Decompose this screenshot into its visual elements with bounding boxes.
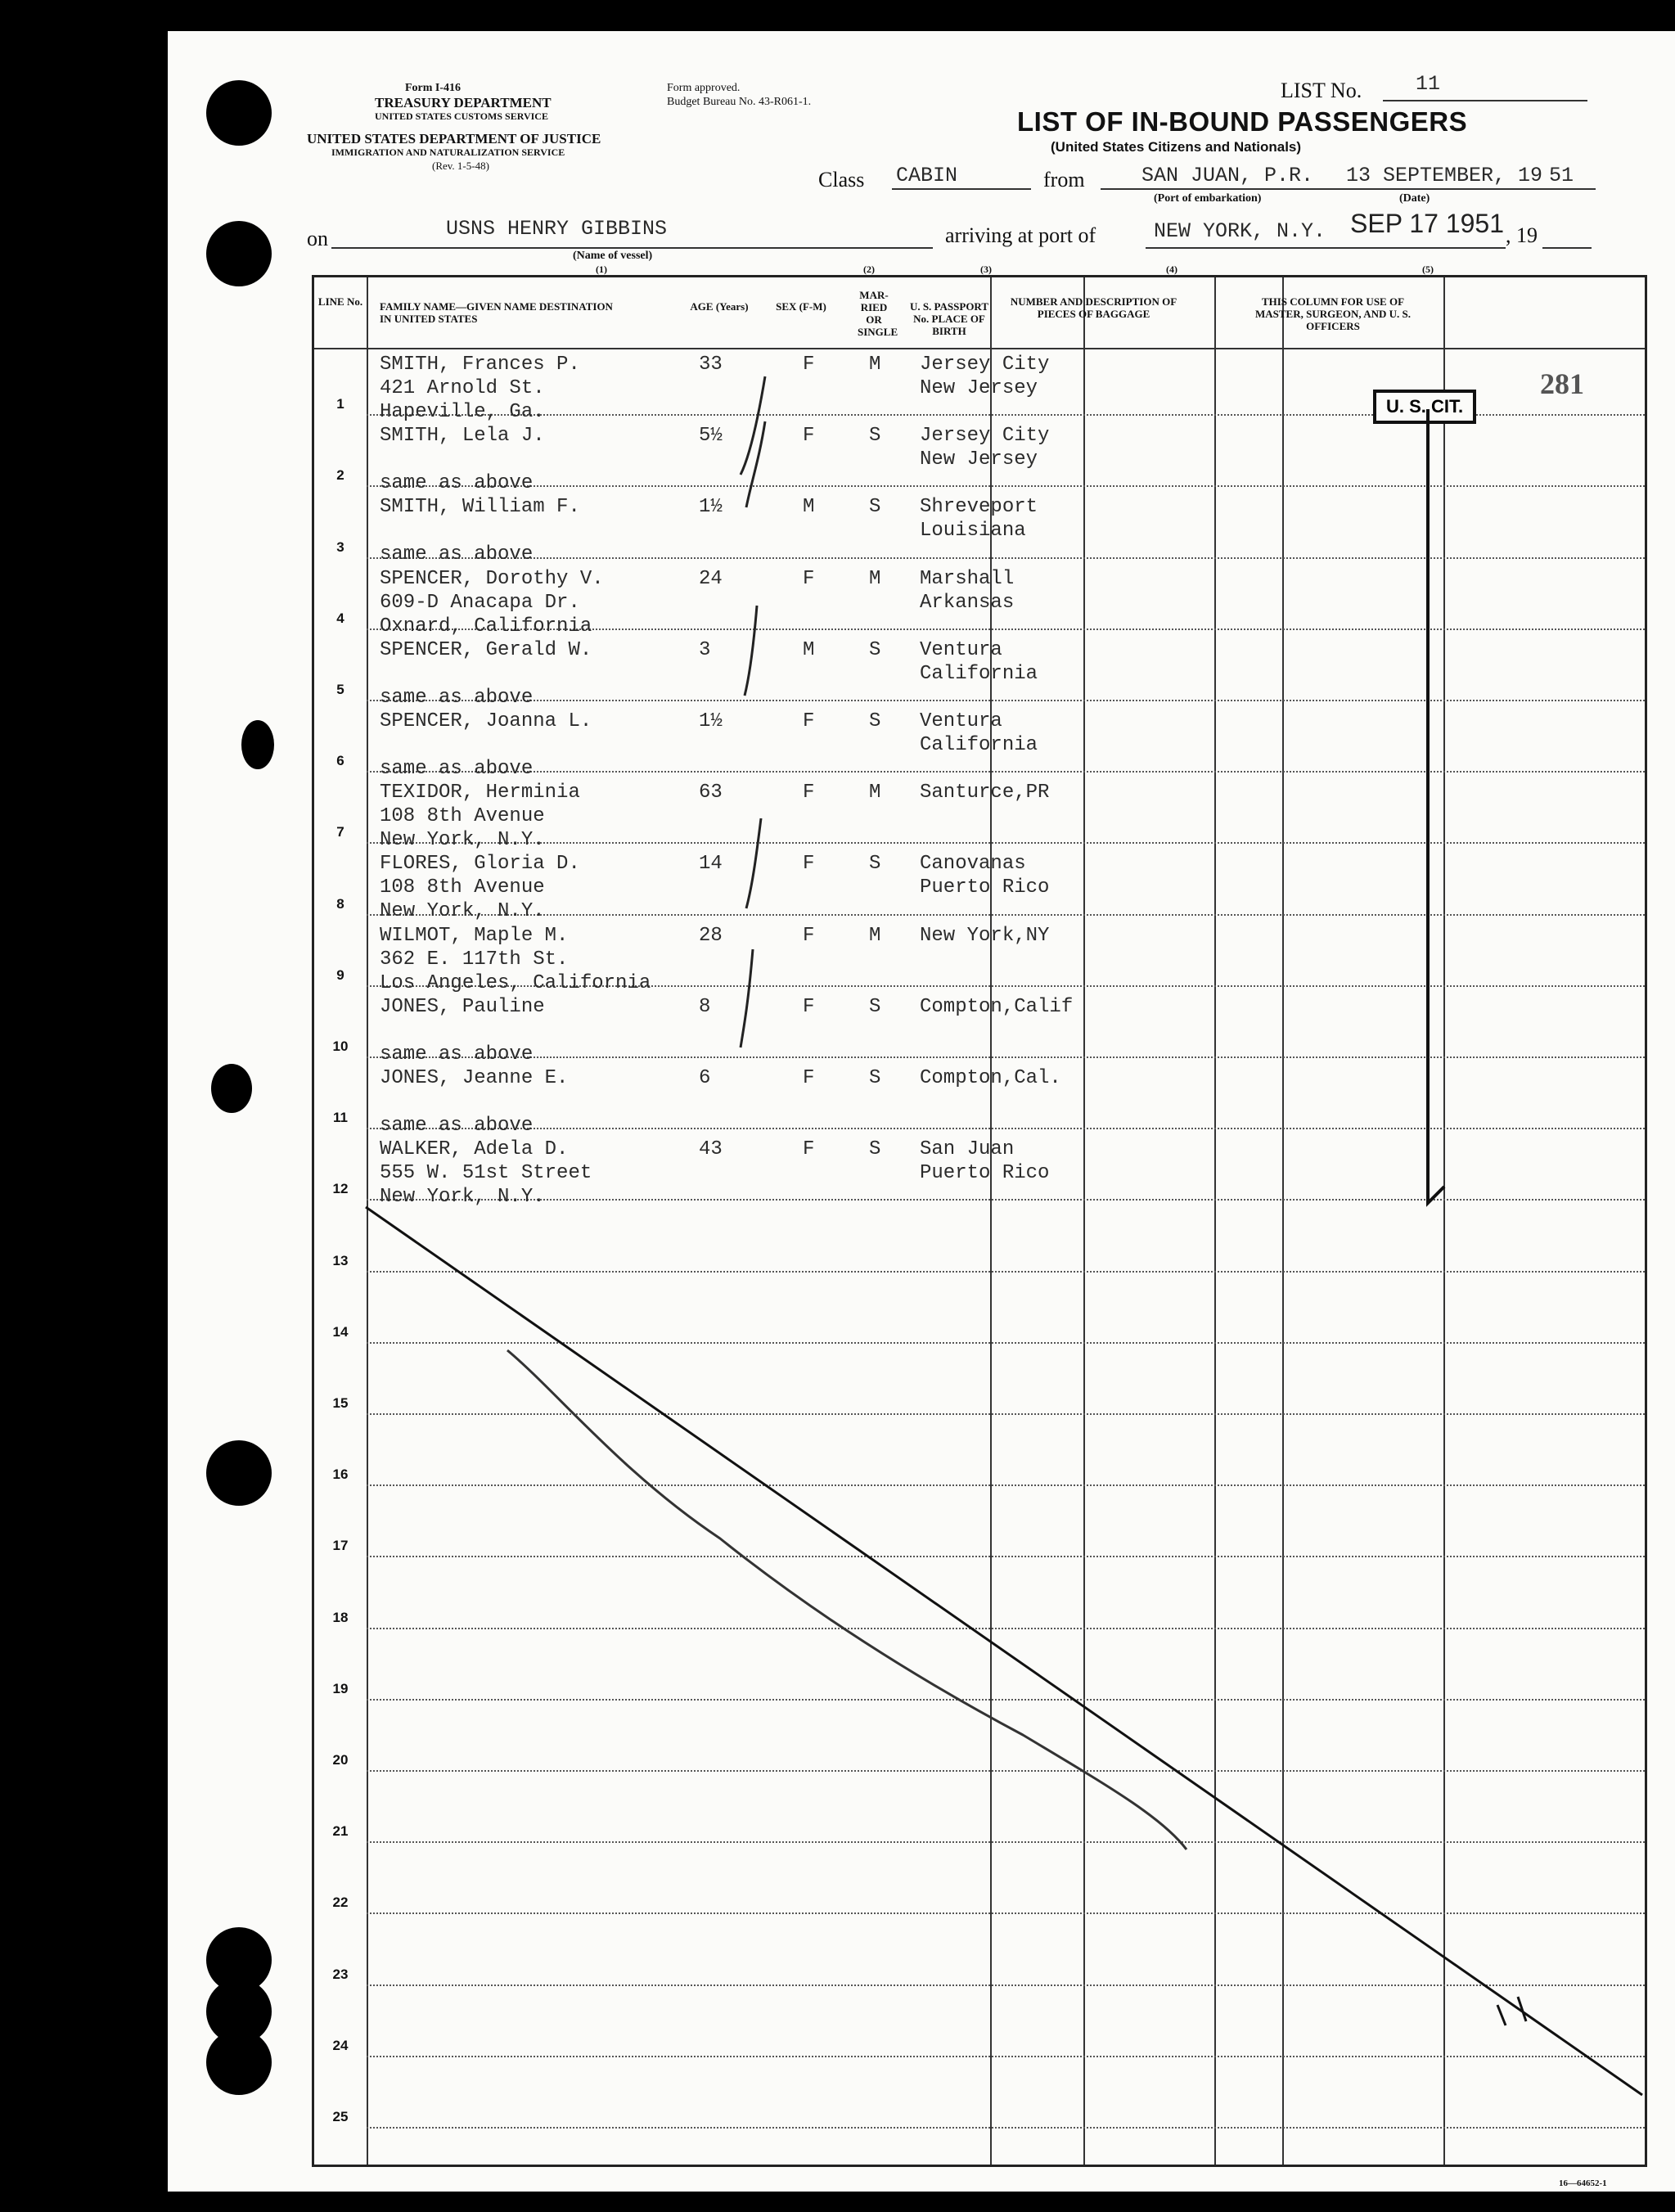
passenger-birthplace: New York,NY: [920, 924, 1050, 947]
passenger-age: 33: [699, 354, 723, 376]
passenger-marital-status: S: [869, 496, 881, 519]
dept-justice: UNITED STATES DEPARTMENT OF JUSTICE: [307, 131, 601, 146]
line-number: 19: [332, 1680, 349, 1696]
passenger-destination: same as above: [380, 543, 534, 566]
tally-mark: [746, 818, 761, 908]
passenger-sex: M: [803, 638, 815, 661]
passenger-marital-status: S: [869, 1067, 881, 1089]
col-num-1: (1): [596, 264, 607, 275]
passenger-sex: F: [803, 924, 815, 947]
line-number: 14: [332, 1323, 349, 1340]
passenger-destination: same as above: [380, 472, 534, 495]
passenger-name: JONES, Pauline: [380, 995, 545, 1018]
vessel-name: USNS HENRY GIBBINS: [446, 217, 668, 241]
form-approved: Form approved.: [667, 82, 741, 94]
departure-year: 51: [1549, 164, 1574, 187]
line-number: 16: [332, 1466, 349, 1483]
passenger-address: 609-D Anacapa Dr.: [380, 591, 580, 614]
passenger-destination: Oxnard, California: [380, 615, 592, 637]
line-number: 5: [336, 682, 344, 697]
us-citizen-stamp: U. S. CIT.: [1373, 390, 1476, 424]
passenger-sex: F: [803, 1067, 815, 1089]
line-number: 15: [332, 1395, 349, 1411]
line-number: 13: [332, 1252, 349, 1268]
passenger-marital-status: S: [869, 995, 881, 1018]
passenger-age: 24: [699, 567, 723, 590]
passenger-sex: F: [803, 710, 815, 732]
passenger-name: FLORES, Gloria D.: [380, 853, 580, 876]
passenger-name: SPENCER, Gerald W.: [380, 638, 592, 661]
passenger-birthplace-line2: Puerto Rico: [920, 1162, 1050, 1185]
line-number: 7: [336, 824, 344, 840]
tally-mark: [745, 606, 757, 696]
passenger-destination: New York, N.Y.: [380, 900, 545, 923]
page-title: LIST OF IN-BOUND PASSENGERS: [1017, 106, 1468, 137]
list-label: LIST No.: [1281, 79, 1362, 102]
arrival-year-label: , 19: [1506, 223, 1538, 247]
dept-treasury: TREASURY DEPARTMENT: [375, 95, 552, 110]
page-subtitle: (United States Citizens and Nationals): [1051, 139, 1302, 155]
col-head-age: AGE (Years): [690, 300, 749, 313]
line-number: 8: [336, 895, 344, 912]
passenger-age: 63: [699, 782, 723, 804]
passenger-name: SMITH, William F.: [380, 496, 580, 519]
col-head-sex: SEX (F-M): [776, 300, 826, 313]
passenger-marital-status: M: [869, 782, 881, 804]
passenger-marital-status: S: [869, 425, 881, 448]
passenger-address: 555 W. 51st Street: [380, 1162, 592, 1185]
passenger-age: 28: [699, 924, 723, 947]
footer-code: 16—64652-1: [1559, 2178, 1607, 2188]
col-head-baggage: NUMBER AND DESCRIPTION OF PIECES OF BAGGAGE: [1010, 295, 1177, 320]
passenger-sex: F: [803, 425, 815, 448]
line-number: 17: [332, 1538, 349, 1554]
passenger-birthplace: Marshall: [920, 567, 1015, 590]
on-label: on: [307, 227, 328, 250]
line-number: 6: [336, 753, 344, 769]
col-head-line: LINE No.: [317, 295, 363, 308]
line-number: 20: [332, 1752, 349, 1768]
class-value: CABIN: [896, 164, 958, 187]
line-number: 23: [332, 1966, 349, 1982]
line-number: 18: [332, 1609, 349, 1625]
passenger-marital-status: M: [869, 354, 881, 376]
passenger-birthplace-line2: New Jersey: [920, 377, 1038, 399]
page-number-mark: 281: [1540, 367, 1584, 400]
passenger-sex: F: [803, 1138, 815, 1161]
col-head-name: FAMILY NAME—GIVEN NAME DESTINATION IN UNITED STATES: [380, 300, 613, 325]
passenger-age: 5½: [699, 425, 723, 448]
passenger-age: 14: [699, 853, 723, 876]
passenger-birthplace-line2: Louisiana: [920, 520, 1026, 543]
passenger-sex: F: [803, 995, 815, 1018]
line-number: 2: [336, 467, 344, 484]
passenger-age: 8: [699, 995, 711, 1018]
passenger-birthplace: Ventura: [920, 710, 1002, 732]
col-num-4: (4): [1166, 264, 1177, 275]
passenger-birthplace: Shreveport: [920, 496, 1038, 519]
passenger-sex: F: [803, 853, 815, 876]
list-number: 11: [1416, 72, 1441, 96]
passenger-age: 6: [699, 1067, 711, 1089]
passenger-name: TEXIDOR, Herminia: [380, 782, 580, 804]
passenger-birthplace: Jersey City: [920, 354, 1050, 376]
line-number: 24: [332, 2037, 349, 2053]
departure-date: 13 SEPTEMBER, 19: [1346, 164, 1543, 187]
dept-justice-sub: IMMIGRATION AND NATURALIZATION SERVICE: [331, 146, 565, 158]
port-embarkation: SAN JUAN, P.R.: [1141, 164, 1314, 187]
line-number: 11: [333, 1110, 348, 1126]
arrival-port: NEW YORK, N.Y.: [1154, 219, 1326, 243]
tally-mark: [741, 949, 753, 1047]
col-head-married: MAR- RIED OR SINGLE: [858, 289, 898, 338]
line-number: 22: [332, 1894, 349, 1911]
arrival-date-stamp: SEP 17 1951: [1350, 209, 1505, 238]
passenger-birthplace: Canovanas: [920, 853, 1026, 876]
check-arrow: [1428, 409, 1444, 1203]
passenger-birthplace-line2: New Jersey: [920, 448, 1038, 471]
passenger-destination: New York, N.Y.: [380, 829, 545, 852]
line-number: 9: [336, 966, 344, 983]
col-num-2: (2): [863, 264, 875, 275]
passenger-birthplace: Santurce,PR: [920, 782, 1050, 804]
tally-mark: [741, 376, 765, 475]
passenger-birthplace-line2: California: [920, 662, 1038, 685]
revision: (Rev. 1-5-48): [432, 160, 489, 172]
passenger-sex: F: [803, 782, 815, 804]
passenger-destination: Hapeville, Ga.: [380, 401, 545, 423]
passenger-sex: F: [803, 567, 815, 590]
passenger-name: JONES, Jeanne E.: [380, 1067, 569, 1089]
passenger-address: 421 Arnold St.: [380, 377, 545, 399]
passenger-name: SPENCER, Dorothy V.: [380, 567, 604, 590]
passenger-marital-status: S: [869, 853, 881, 876]
col-head-officers: THIS COLUMN FOR USE OF MASTER, SURGEON, AND U. S. OFFICERS: [1255, 295, 1411, 332]
cancel-diagonal-line: [366, 1207, 1642, 2095]
passenger-birthplace: Jersey City: [920, 425, 1050, 448]
col-num-3: (3): [980, 264, 992, 275]
passenger-birthplace: San Juan: [920, 1138, 1015, 1161]
passenger-age: 1½: [699, 496, 723, 519]
passenger-marital-status: M: [869, 924, 881, 947]
line-number: 12: [332, 1181, 349, 1197]
passenger-name: SMITH, Lela J.: [380, 425, 545, 448]
vessel-label: (Name of vessel): [573, 250, 653, 262]
date-label: (Date): [1399, 192, 1430, 205]
passenger-address: 108 8th Avenue: [380, 876, 545, 899]
passenger-name: WALKER, Adela D.: [380, 1138, 569, 1161]
passenger-name: SPENCER, Joanna L.: [380, 710, 592, 732]
passenger-destination: same as above: [380, 758, 534, 780]
passenger-birthplace: Compton,Cal.: [920, 1067, 1061, 1089]
passenger-age: 3: [699, 638, 711, 661]
line-number: 1: [336, 396, 344, 412]
passenger-destination: Los Angeles, California: [380, 971, 651, 994]
passenger-destination: same as above: [380, 1115, 534, 1137]
passenger-birthplace: Compton,Calif: [920, 995, 1074, 1018]
line-number: 3: [336, 538, 344, 555]
budget-bureau: Budget Bureau No. 43-R061-1.: [667, 96, 812, 108]
passenger-marital-status: S: [869, 710, 881, 732]
line-number: 10: [332, 1038, 349, 1054]
line-number: 4: [336, 610, 344, 626]
passenger-age: 1½: [699, 710, 723, 732]
passenger-address: 108 8th Avenue: [380, 805, 545, 828]
handwritten-signature: [507, 1350, 1186, 1849]
passenger-destination: New York, N.Y.: [380, 1186, 545, 1209]
passenger-marital-status: S: [869, 638, 881, 661]
passenger-destination: same as above: [380, 1043, 534, 1065]
passenger-sex: M: [803, 496, 815, 519]
port-embarkation-label: (Port of embarkation): [1154, 192, 1262, 205]
passenger-birthplace-line2: California: [920, 734, 1038, 756]
line-number: 21: [332, 1823, 349, 1840]
passenger-marital-status: S: [869, 1138, 881, 1161]
col-num-5: (5): [1422, 264, 1434, 275]
passenger-marital-status: M: [869, 567, 881, 590]
tally-mark: [746, 421, 765, 507]
passenger-age: 43: [699, 1138, 723, 1161]
passenger-name: WILMOT, Maple M.: [380, 924, 569, 947]
col-head-passport: U. S. PASSPORT No. PLACE OF BIRTH: [909, 300, 989, 337]
dept-treasury-sub: UNITED STATES CUSTOMS SERVICE: [375, 110, 548, 122]
passenger-birthplace: Ventura: [920, 638, 1002, 661]
passenger-name: SMITH, Frances P.: [380, 354, 580, 376]
passenger-birthplace-line2: Puerto Rico: [920, 876, 1050, 899]
form-number: Form I-416: [405, 82, 462, 94]
passenger-sex: F: [803, 354, 815, 376]
arriving-label: arriving at port of: [945, 223, 1096, 247]
passenger-birthplace-line2: Arkansas: [920, 591, 1015, 614]
passenger-address: 362 E. 117th St.: [380, 948, 569, 971]
class-label: Class: [818, 168, 865, 191]
passenger-destination: same as above: [380, 686, 534, 709]
line-number: 25: [332, 2109, 349, 2124]
pen-mark: [1497, 1997, 1526, 2025]
from-label: from: [1043, 168, 1085, 191]
